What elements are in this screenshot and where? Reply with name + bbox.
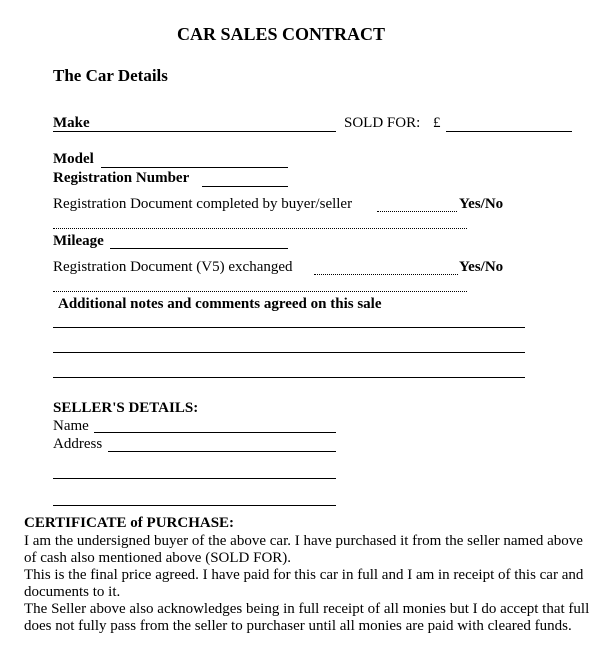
certificate-heading: CERTIFICATE of PURCHASE: xyxy=(24,515,235,531)
notes-line-1[interactable] xyxy=(53,327,525,328)
reg-doc-completed-text: Registration Document completed by buyer/seller xyxy=(53,196,353,212)
seller-address-field-2[interactable] xyxy=(53,478,336,479)
seller-address-label: Address xyxy=(53,436,103,452)
registration-number-field[interactable] xyxy=(202,186,288,187)
notes-line-2[interactable] xyxy=(53,352,525,353)
seller-details-heading: SELLER'S DETAILS: xyxy=(53,400,199,416)
mileage-label: Mileage xyxy=(53,233,104,249)
yes-no-1: Yes/No xyxy=(459,196,504,212)
notes-heading: Additional notes and comments agreed on this sale xyxy=(58,296,382,312)
reg-doc-completed-dots-2[interactable] xyxy=(53,228,467,229)
seller-address-field-3[interactable] xyxy=(53,505,336,506)
make-label: Make xyxy=(53,115,90,131)
seller-address-field-1[interactable] xyxy=(108,451,336,452)
seller-name-label: Name xyxy=(53,418,89,434)
registration-number-label: Registration Number xyxy=(53,170,190,186)
reg-doc-v5-dots[interactable] xyxy=(314,274,458,275)
mileage-field[interactable] xyxy=(110,248,288,249)
make-field[interactable] xyxy=(53,131,336,132)
notes-line-3[interactable] xyxy=(53,377,525,378)
certificate-line-4: documents to it. xyxy=(24,584,121,600)
seller-name-field[interactable] xyxy=(94,432,336,433)
sold-for-field[interactable] xyxy=(446,131,572,132)
certificate-line-6: does not fully pass from the seller to purchaser until all monies are paid with cleared funds. xyxy=(24,618,572,634)
car-details-heading: The Car Details xyxy=(53,66,168,85)
reg-doc-v5-text: Registration Document (V5) exchanged xyxy=(53,259,293,275)
model-field[interactable] xyxy=(101,167,288,168)
document-title: CAR SALES CONTRACT xyxy=(177,24,386,44)
certificate-line-2: of cash also mentioned above (SOLD FOR). xyxy=(24,550,292,566)
reg-doc-completed-dots[interactable] xyxy=(377,211,457,212)
certificate-line-5: The Seller above also acknowledges being in full receipt of all monies but I do accept that full xyxy=(24,601,590,617)
model-label: Model xyxy=(53,151,94,167)
reg-doc-v5-dots-2[interactable] xyxy=(53,291,467,292)
sold-for-label: SOLD FOR: xyxy=(344,115,421,131)
certificate-line-1: I am the undersigned buyer of the above car. I have purchased it from the seller named above xyxy=(24,533,583,549)
currency-symbol: £ xyxy=(433,115,441,131)
yes-no-2: Yes/No xyxy=(459,259,504,275)
certificate-line-3: This is the final price agreed. I have paid for this car in full and I am in receipt of this car and xyxy=(24,567,584,583)
